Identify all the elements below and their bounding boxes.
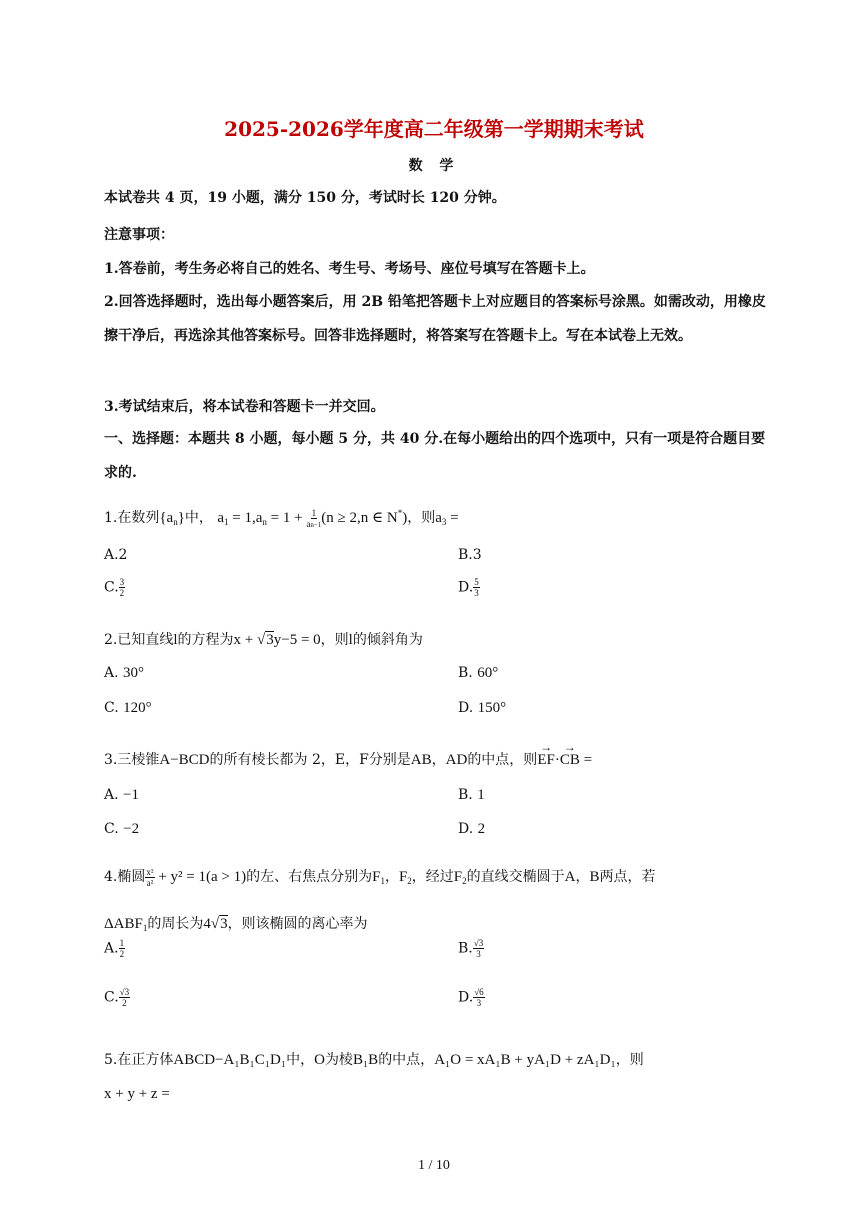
section-1-heading: 一、选择题：本题共 8 小题，每小题 5 分，共 40 分.在每小题给出的四个选项中，只有一项是符合题目要求的. bbox=[104, 431, 766, 481]
q1-option-d: D. $\frac{5}{3}$ bbox=[458, 577, 479, 598]
q1-option-b: B.3 bbox=[458, 547, 482, 563]
q3-option-d: D. 2 bbox=[458, 821, 486, 837]
notice-item-2: 2.回答选择题时，选出每小题答案后，用 2B 铅笔把答题卡上对应题目的答案标号涂黑。如需改动，用橡皮擦干净后，再选涂其他答案标号。回答非选择题时，将答案写在答题卡上。写在本试卷上无效。 bbox=[104, 294, 766, 344]
q2-line-equation: x + √3y−5 = 0 bbox=[233, 632, 321, 648]
q3-option-b: B. 1 bbox=[458, 787, 485, 803]
question-1: 1.在数列$\{a_n\}$中， $a_1 = 1,a_n = 1$ + $\frac{1}{an-1}$ (n ≥ 2,n ∈ N*)，则$a_3$ = bbox=[104, 507, 459, 529]
exam-info: 本试卷共 4 页，19 小题，满分 150 分，考试时长 120 分钟。 bbox=[104, 190, 506, 206]
q4-option-d: D. $\frac{√6}{3}$ bbox=[458, 987, 484, 1008]
notice-item-3: 3.考试结束后，将本试卷和答题卡一并交回。 bbox=[104, 399, 385, 415]
q4-option-c: C. $\frac{√3}{2}$ bbox=[104, 987, 130, 1008]
notice-heading: 注意事项： bbox=[104, 227, 174, 243]
question-5-line-1: 5.在正方体ABCD−A₁B₁C₁D₁中，O为棱B₁B的中点，A₁O = xA₁B + yA₁D + zA₁D₁，则 bbox=[104, 1052, 644, 1068]
question-5-line-2: x + y + z = bbox=[104, 1086, 170, 1102]
q4-option-a: A. $\frac{1}{2}$ bbox=[104, 938, 125, 959]
q2-option-d: D. 150° bbox=[458, 700, 507, 716]
q3-option-a: A. −1 bbox=[104, 787, 139, 803]
q4-ellipse-equation: $\frac{\text{x²}}{\text{a²}}$ + y² = 1(a > 1) bbox=[146, 867, 247, 889]
q1-option-a: A.2 bbox=[104, 547, 128, 563]
q2-option-a: A. 30° bbox=[104, 665, 145, 681]
page-number: 1 / 10 bbox=[418, 1158, 450, 1173]
exam-title: 2025-2026学年度高二年级第一学期期末考试 bbox=[224, 117, 644, 141]
q5-vector-equation: A₁O = xA₁B + yA₁D + zA₁D₁ bbox=[434, 1052, 616, 1068]
question-2: 2.已知直线l的方程为x + √3y−5 = 0，则l的倾斜角为 bbox=[104, 632, 423, 648]
question-4-line-2: $\Delta ABF_1$的周长为4√3，则该椭圆的离心率为 bbox=[104, 916, 368, 933]
question-3: 3.三棱锥A−BCD的所有棱长都为 2，E，F分别是AB，AD的中点，则→ EF·→ CB = bbox=[104, 749, 592, 769]
q1-recurrence: $a_1 = 1,a_n = 1$ + $\frac{1}{an-1}$ (n ≥ 2,n ∈ N*) bbox=[217, 507, 408, 529]
notice-item-1: 1.答卷前，考生务必将自己的姓名、考生号、考场号、座位号填写在答题卡上。 bbox=[104, 261, 595, 277]
q3-option-c: C. −2 bbox=[104, 821, 140, 837]
q2-option-c: C. 120° bbox=[104, 700, 152, 716]
q3-dot-product: → EF·→ CB = bbox=[537, 752, 592, 768]
q4-option-b: B. $\frac{√3}{3}$ bbox=[458, 938, 484, 959]
q2-option-b: B. 60° bbox=[458, 665, 499, 681]
subject-heading: 数 学 bbox=[408, 158, 460, 174]
q1-option-c: C. $\frac{3}{2}$ bbox=[104, 577, 125, 598]
question-4-line-1: 4.椭圆 $\frac{\text{x²}}{\text{a²}}$ + y² = 1(a > 1)的左、右焦点分别为$F_1$，$F_2$，经过$F_2$的直线交椭圆于A，B两点，若 bbox=[104, 867, 656, 889]
